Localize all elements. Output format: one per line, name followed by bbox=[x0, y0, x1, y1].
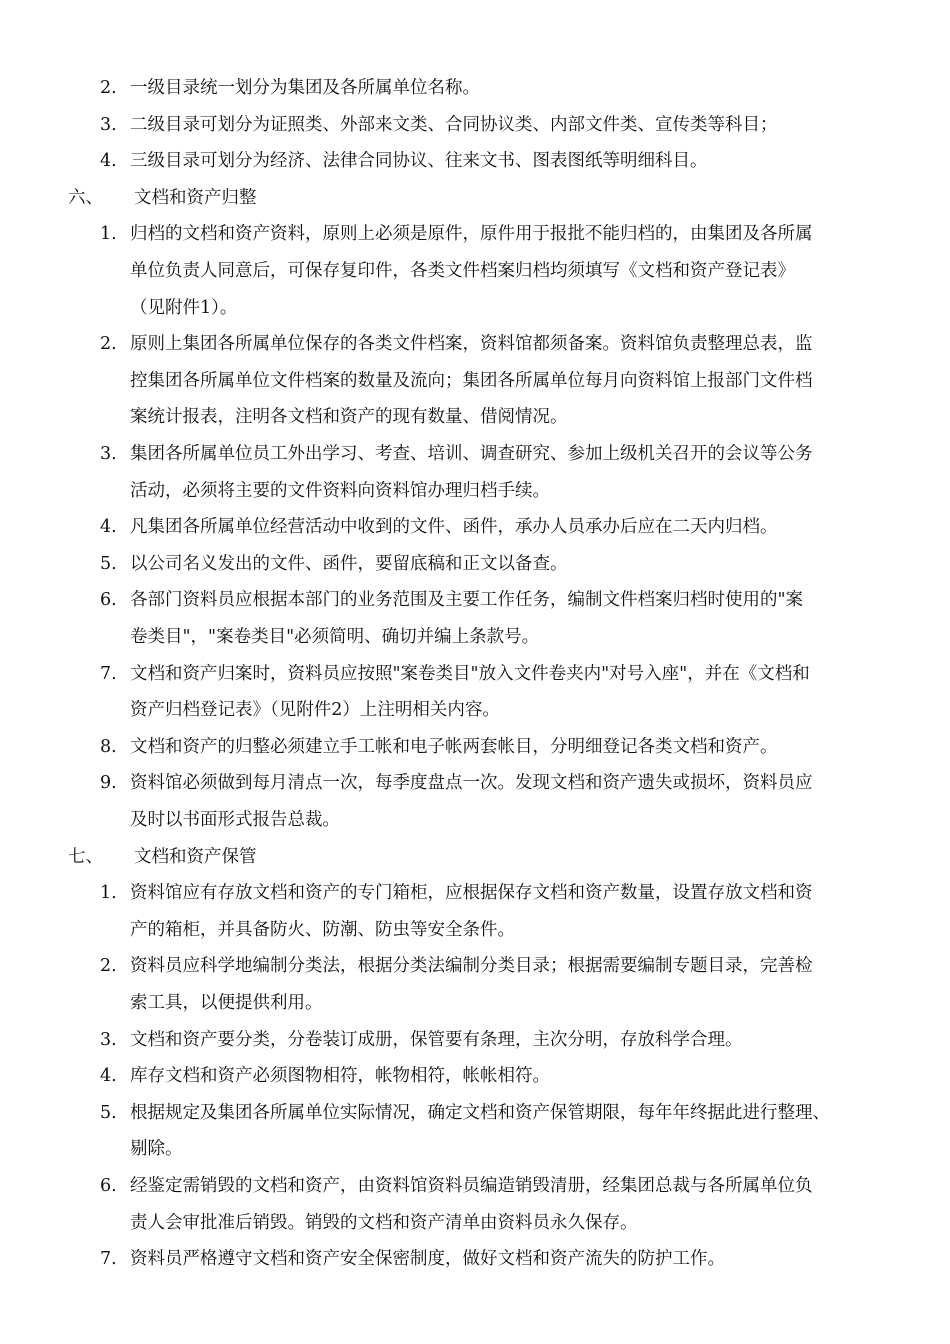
list-item-text: 一级目录统一划分为集团及各所属单位名称。 bbox=[130, 78, 480, 98]
list-item-text: 凡集团各所属单位经营活动中收到的文件、函件，承办人员承办后应在二天内归档。 bbox=[130, 517, 778, 538]
list-item-number: 3. bbox=[100, 1029, 117, 1050]
list-item-text: 原则上集团各所属单位保存的各类文件档案，资料馆都须备案。资料馆负责整理总表，监 bbox=[130, 334, 813, 355]
list-item-number: 5. bbox=[100, 1102, 117, 1123]
list-item-number: 6. bbox=[100, 590, 117, 611]
section-title: 文档和资产保管 bbox=[134, 846, 257, 867]
section-number: 六、 bbox=[68, 187, 103, 208]
list-item-number: 2. bbox=[100, 78, 117, 98]
list-item-number: 2. bbox=[100, 334, 117, 355]
list-item-text: 文档和资产要分类，分卷装订成册，保管要有条理，主次分明，存放科学合理。 bbox=[130, 1029, 743, 1050]
list-item-text: 资料员应科学地编制分类法，根据分类法编制分类目录；根据需要编制专题目录，完善检 bbox=[130, 956, 813, 977]
list-item-number: 4. bbox=[100, 1066, 117, 1087]
list-item-text: 各部门资料员应根据本部门的业务范围及主要工作任务，编制文件档案归档时使用的"案 bbox=[130, 590, 804, 611]
list-item-text: 资料员严格遵守文档和资产安全保密制度，做好文档和资产流失的防护工作。 bbox=[130, 1249, 725, 1270]
list-item-text: 集团各所属单位员工外出学习、考查、培训、调查研究、参加上级机关召开的会议等公务 bbox=[130, 444, 813, 464]
list-item-text: 二级目录可划分为证照类、外部来文类、合同协议类、内部文件类、宣传类等科目； bbox=[130, 114, 778, 135]
list-item-text: 文档和资产归案时，资料员应按照"案卷类目"放入文件卷夹内"对号入座"，并在《文档和 bbox=[130, 663, 810, 684]
list-item-number: 1. bbox=[100, 224, 117, 245]
list-item-text: 卷类目"，"案卷类目"必须简明、确切并编上条款号。 bbox=[130, 627, 540, 647]
list-item-text: 文档和资产的归整必须建立手工帐和电子帐两套帐目，分明细登记各类文档和资产。 bbox=[130, 736, 778, 757]
list-item-text: 索工具，以便提供利用。 bbox=[130, 993, 323, 1013]
list-item-text: 活动，必须将主要的文件资料向资料馆办理归档手续。 bbox=[130, 480, 550, 501]
list-item-number: 8. bbox=[100, 736, 117, 757]
list-item-number: 3. bbox=[100, 114, 117, 135]
list-item-text: 控集团各所属单位文件档案的数量及流向；集团各所属单位每月向资料馆上报部门文件档 bbox=[130, 370, 813, 391]
list-item-number: 4. bbox=[100, 517, 117, 538]
list-item-number: 4. bbox=[100, 151, 117, 172]
section-title: 文档和资产归整 bbox=[134, 187, 257, 208]
list-item-number: 6. bbox=[100, 1176, 117, 1196]
list-item-text: 产的箱柜，并具备防火、防潮、防虫等安全条件。 bbox=[130, 919, 515, 940]
list-item-text: 根据规定及集团各所属单位实际情况，确定文档和资产保管期限，每年年终据此进行整理、 bbox=[130, 1102, 830, 1123]
list-item-text: 库存文档和资产必须图物相符，帐物相符，帐帐相符。 bbox=[130, 1066, 550, 1087]
list-item-text: 以公司名义发出的文件、函件，要留底稿和正文以备查。 bbox=[130, 553, 568, 574]
list-item-number: 2. bbox=[100, 956, 117, 977]
list-item-text: 案统计报表，注明各文档和资产的现有数量、借阅情况。 bbox=[130, 407, 568, 428]
list-item-number: 1. bbox=[100, 883, 117, 904]
list-item-text: 三级目录可划分为经济、法律合同协议、往来文书、图表图纸等明细科目。 bbox=[130, 151, 708, 172]
list-item-number: 7. bbox=[100, 1249, 117, 1270]
list-item-number: 3. bbox=[100, 444, 117, 464]
list-item-text: 资料馆必须做到每月清点一次，每季度盘点一次。发现文档和资产遗失或损坏，资料员应 bbox=[130, 773, 813, 794]
list-item-text: 及时以书面形式报告总裁。 bbox=[130, 810, 340, 830]
list-item-text: 责人会审批准后销毁。销毁的文档和资产清单由资料员永久保存。 bbox=[130, 1212, 638, 1233]
list-item-text: 剔除。 bbox=[130, 1139, 183, 1160]
list-item-text: （见附件1）。 bbox=[130, 297, 238, 318]
list-item-text: 经鉴定需销毁的文档和资产，由资料馆资料员编造销毁清册，经集团总裁与各所属单位负 bbox=[130, 1176, 813, 1196]
section-number: 七、 bbox=[68, 846, 103, 867]
list-item-text: 归档的文档和资产资料，原则上必须是原件，原件用于报批不能归档的，由集团及各所属 bbox=[130, 224, 813, 245]
list-item-text: 单位负责人同意后，可保存复印件，各类文件档案归档均须填写《文档和资产登记表》 bbox=[130, 261, 795, 281]
list-item-number: 9. bbox=[100, 773, 117, 794]
list-item-number: 5. bbox=[100, 553, 117, 574]
list-item-text: 资产归档登记表》（见附件2）上注明相关内容。 bbox=[130, 700, 500, 721]
list-item-text: 资料馆应有存放文档和资产的专门箱柜，应根据保存文档和资产数量，设置存放文档和资 bbox=[130, 883, 813, 904]
list-item-number: 7. bbox=[100, 663, 117, 684]
